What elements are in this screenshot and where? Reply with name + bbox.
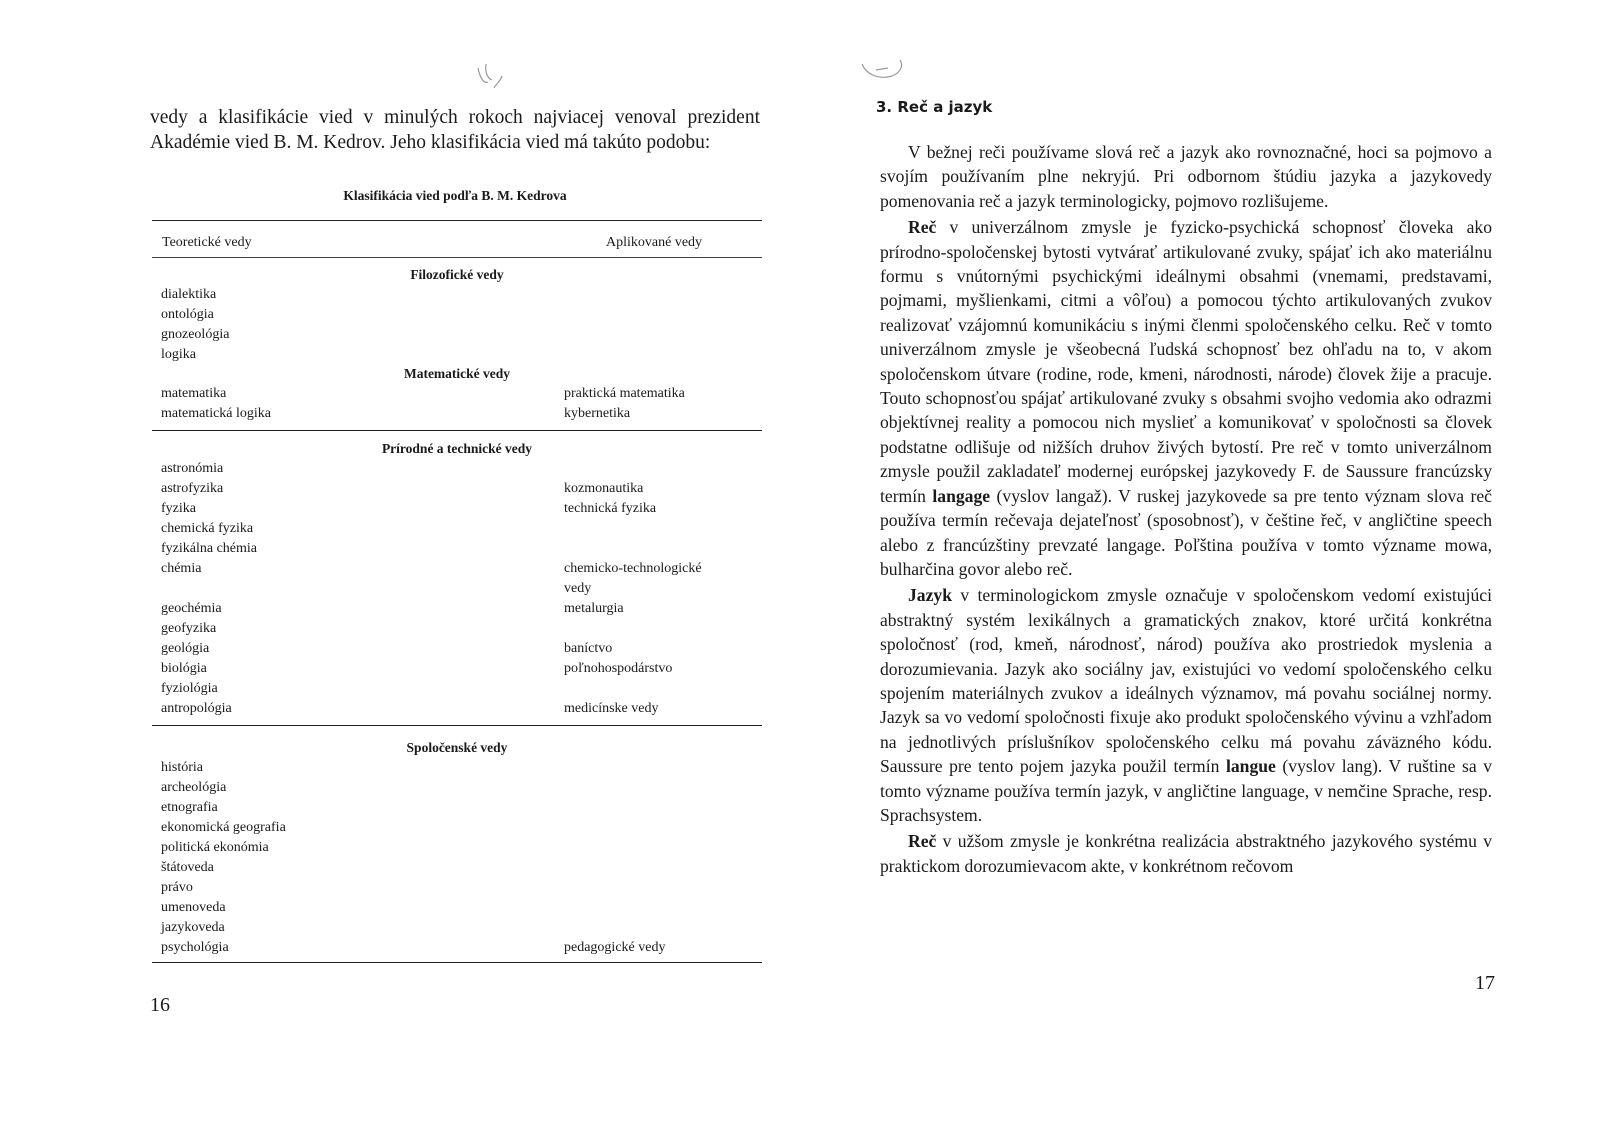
list-item: fyziológia (161, 681, 218, 696)
category-natural-technical: Prírodné a technické vedy (381, 441, 533, 456)
list-item: chemická fyzika (161, 521, 254, 536)
list-item: poľnohospodárstvo (564, 661, 673, 676)
list-item: archeológia (161, 780, 227, 795)
list-item: pedagogické vedy (564, 940, 666, 955)
paragraph-2: Reč v univerzálnom zmysle je fyzicko-psychická schopnosť človeka ako prírodno-spoločenskej bytosti vytvárať artikulované zvuky, spájať ich ako materiálnu formu s vnútornými psychickými ideálnymi obsahmi (vnemami, predstavami, pojmami, myšlienkami, citmi a vôľou) a pomocou týchto artikulovaných zvukov realizovať vzájomnú komunikáciu s inými členmi spoločenského celku. Reč v tomto univerzálnom zmysle je všeobecná ľudská schopnosť bez ohľadu na to, v akom spoločenskom útvare (rodine, rode, kmeni, národnosti, národe) človek žije a pracuje. Touto schopnosťou spájať artikulované zvuky s obsahmi svojho vedomia ako odrazmi objektívnej reality a pomocou nich myslieť a komunikovať v spoločnosti sa človek podstatne odlišuje od nižších druhov živých bytostí. Pre reč v tomto univerzálnom zmysle použil zakladateľ modernej európskej jazykovedy F. de Saussure francúzsky termín langage (vyslov langaž). V ruskej jazykovede sa pre tento význam slova reč používa termín rečevaja dejateľnosť (sposobnosť), v češtine řeč, v angličtine speech alebo z francúzštiny prevzaté langage. Poľština používa v tomto význame mowa, bulharčina govor alebo reč. (880, 217, 1492, 579)
term-rec: Reč (908, 217, 937, 238)
page-number: 16 (150, 994, 170, 1016)
paragraph-4: Reč v užšom zmysle je konkrétna realizácia abstraktného jazykového systému v praktickom dorozumievacom akte, v konkrétnom rečovom (880, 831, 1492, 876)
list-item: matematika (161, 386, 227, 401)
list-item: astrofyzika (161, 481, 224, 496)
term-jazyk: Jazyk (908, 585, 952, 606)
list-item: geológia (161, 641, 210, 656)
term-langue: langue (1225, 756, 1276, 777)
paragraph-3: Jazyk v terminologickom zmysle označuje v spoločenskom vedomí existujúci abstraktný systém lexikálnych a gramatických znakov, ktoré určitá konkrétna spoločnosť (rod, kmeň, národnosť, národ) používa ako prostriedok myslenia a dorozumievania. Jazyk ako sociálny jav, existujúci vo vedomí spoločenského celku spojením materiálnych zvukov a ideálnych významov, má povahu sociálnej normy. Jazyk sa vo vedomí spoločnosti fixuje ako produkt spoločenského vývinu a vzhľadom na jednotlivých príslušníkov spoločenského celku má povahu záväzného kódu. Saussure pre tento pojem jazyka použil termín langue (vyslov lang). V ruštine sa v tomto význame používa termín jazyk, v angličtine language, v nemčine Sprache, resp. Sprachsystem. (880, 585, 1492, 825)
list-item: fyzikálna chémia (161, 541, 258, 556)
section-title: 3. Reč a jazyk (876, 98, 993, 116)
list-item: baníctvo (564, 641, 613, 656)
list-item: vedy (564, 581, 592, 596)
category-philosophical: Filozofické vedy (410, 267, 504, 282)
list-item: geochémia (161, 601, 222, 616)
list-item: politická ekonómia (161, 840, 269, 855)
list-item: dialektika (161, 287, 217, 302)
list-item: chemicko-technologické (564, 561, 702, 576)
body-text (880, 140, 1492, 878)
list-item: kybernetika (564, 406, 631, 421)
list-item: etnografia (161, 800, 218, 815)
list-item: ontológia (161, 307, 214, 322)
list-item: geofyzika (161, 621, 217, 636)
term-rec-narrow: Reč (908, 831, 937, 852)
paragraph-1: V bežnej reči používame slová reč a jazyk ako rovnoznačné, hoci sa pojmovo a svojím používaním plne nekryjú. Pri odbornom štúdiu jazyka a jazykovedy pomenovania reč a jazyk terminologicky, pojmovo rozlišujeme. (880, 142, 1492, 211)
list-item: psychológia (161, 940, 229, 955)
column-header-applied: Aplikované vedy (606, 235, 703, 250)
intro-paragraph: vedy a klasifikácie vied v minulých rokoch najviacej venoval prezident Akadémie vied B. M. Kedrov. Jeho klasifikácia vied má takúto podobu: (150, 107, 760, 153)
list-item: ekonomická geografia (161, 820, 286, 835)
column-header-theoretical: Teoretické vedy (162, 235, 252, 250)
page-number: 17 (1475, 972, 1495, 994)
list-item: kozmonautika (564, 481, 644, 496)
list-item: technická fyzika (564, 501, 657, 516)
list-item: medicínske vedy (564, 701, 659, 716)
list-item: gnozeológia (161, 327, 230, 342)
list-item: astronómia (161, 461, 224, 476)
list-item: umenoveda (161, 900, 226, 915)
category-social: Spoločenské vedy (406, 740, 508, 755)
list-item: právo (161, 880, 193, 895)
list-item: jazykoveda (161, 920, 225, 935)
table-title: Klasifikácia vied podľa B. M. Kedrova (343, 188, 567, 203)
pencil-mark-icon (858, 56, 918, 86)
category-mathematical: Matematické vedy (403, 366, 511, 381)
list-item: fyzika (161, 501, 196, 516)
list-item: chémia (161, 561, 202, 576)
list-item: logika (161, 347, 196, 362)
list-item: biológia (161, 661, 207, 676)
list-item: praktická matematika (564, 386, 685, 401)
list-item: matematická logika (161, 406, 272, 421)
list-item: metalurgia (564, 601, 624, 616)
list-item: štátoveda (161, 860, 214, 875)
list-item: história (161, 760, 203, 775)
list-item: antropológia (161, 701, 232, 716)
term-langage: langage (932, 485, 991, 506)
